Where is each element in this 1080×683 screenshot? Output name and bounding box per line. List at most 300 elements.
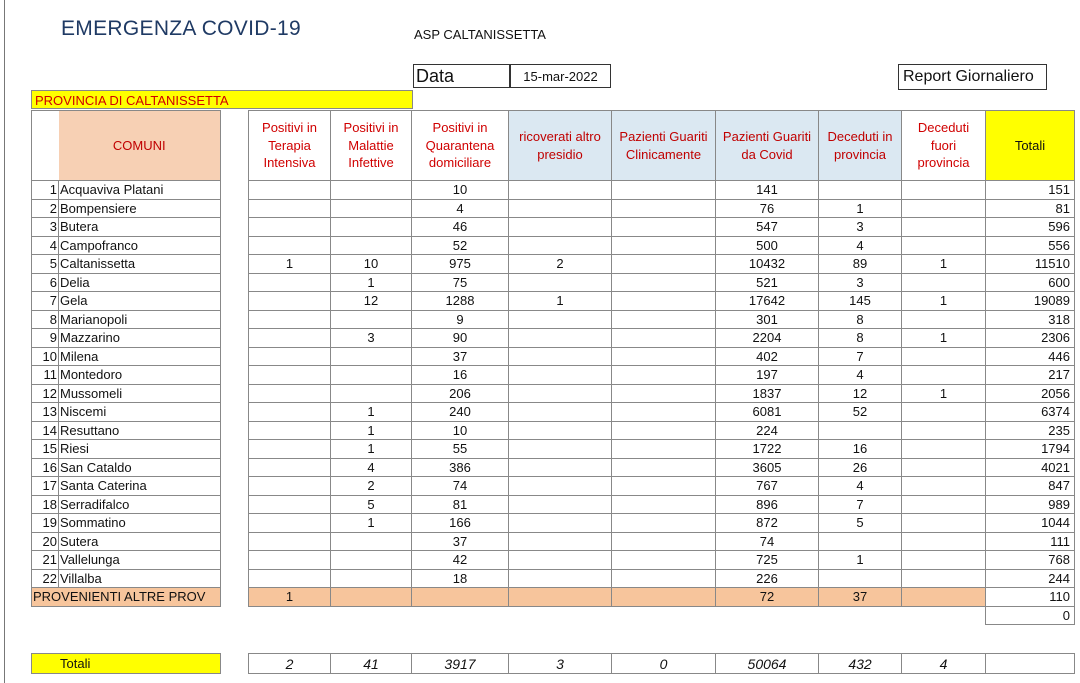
- header-totali: Totali: [986, 111, 1075, 181]
- row-deceduti-prov: 12: [819, 384, 902, 403]
- row-comune: Caltanissetta: [59, 255, 221, 274]
- row-comune: Mazzarino: [59, 329, 221, 348]
- row-comune: Santa Caterina: [59, 477, 221, 496]
- row-deceduti-fuori: [902, 514, 986, 533]
- row-ricoverati: [509, 181, 612, 200]
- row-comune: Riesi: [59, 440, 221, 459]
- row-guariti-clin: [612, 310, 716, 329]
- row-terapia: [249, 292, 331, 311]
- row-totali: 847: [986, 477, 1075, 496]
- row-comune: Mussomeli: [59, 384, 221, 403]
- row-quarantena: 75: [412, 273, 509, 292]
- header-deceduti-prov: Deceduti in provincia: [819, 111, 902, 181]
- row-ricoverati: [509, 310, 612, 329]
- row-index: 8: [32, 310, 59, 329]
- row-deceduti-prov: 8: [819, 310, 902, 329]
- row-terapia: 1: [249, 255, 331, 274]
- row-quarantena: 18: [412, 569, 509, 588]
- row-guariti-clin: [612, 403, 716, 422]
- row-guariti-covid: 10432: [716, 255, 819, 274]
- row-deceduti-fuori: [902, 440, 986, 459]
- row-ricoverati: [509, 569, 612, 588]
- row-gap: [221, 440, 249, 459]
- header-guariti-covid: Pazienti Guariti da Covid: [716, 111, 819, 181]
- row-deceduti-prov: [819, 181, 902, 200]
- table-row: [32, 403, 1075, 422]
- row-quarantena: 52: [412, 236, 509, 255]
- row-terapia: [249, 551, 331, 570]
- header-index: [32, 111, 59, 181]
- row-malattie: 1: [331, 514, 412, 533]
- row-terapia: [249, 514, 331, 533]
- altre-deceduti-fuori: [902, 588, 986, 607]
- row-guariti-clin: [612, 477, 716, 496]
- row-deceduti-prov: 3: [819, 273, 902, 292]
- header-deceduti-fuori: Deceduti fuori provincia: [902, 111, 986, 181]
- row-index: 22: [32, 569, 59, 588]
- row-totali: 4021: [986, 458, 1075, 477]
- table-row: [32, 495, 1075, 514]
- row-index: 14: [32, 421, 59, 440]
- row-terapia: [249, 329, 331, 348]
- row-deceduti-fuori: 1: [902, 329, 986, 348]
- header-ricoverati: ricoverati altro presidio: [509, 111, 612, 181]
- row-guariti-clin: [612, 514, 716, 533]
- row-guariti-covid: 521: [716, 273, 819, 292]
- altre-quarantena: [412, 588, 509, 607]
- row-malattie: [331, 181, 412, 200]
- row-malattie: 1: [331, 403, 412, 422]
- row-deceduti-fuori: [902, 236, 986, 255]
- table-row: [32, 569, 1075, 588]
- altre-ricoverati: [509, 588, 612, 607]
- row-guariti-clin: [612, 366, 716, 385]
- row-comune: Montedoro: [59, 366, 221, 385]
- row-terapia: [249, 347, 331, 366]
- row-deceduti-fuori: [902, 403, 986, 422]
- row-ricoverati: 1: [509, 292, 612, 311]
- row-comune: Vallelunga: [59, 551, 221, 570]
- row-index: 19: [32, 514, 59, 533]
- row-guariti-clin: [612, 532, 716, 551]
- row-guariti-clin: [612, 569, 716, 588]
- row-gap: [221, 532, 249, 551]
- row-ricoverati: [509, 532, 612, 551]
- extra-total-value: 0: [986, 606, 1075, 625]
- row-guariti-clin: [612, 495, 716, 514]
- row-comune: Campofranco: [59, 236, 221, 255]
- altre-totali: 110: [986, 588, 1075, 607]
- row-ricoverati: [509, 236, 612, 255]
- row-terapia: [249, 384, 331, 403]
- row-gap: [221, 236, 249, 255]
- table-row: [32, 218, 1075, 237]
- header-quarantena: Positivi in Quarantena domiciliare: [412, 111, 509, 181]
- row-deceduti-fuori: 1: [902, 255, 986, 274]
- row-terapia: [249, 440, 331, 459]
- row-gap: [221, 329, 249, 348]
- row-totali: 11510: [986, 255, 1075, 274]
- row-ricoverati: [509, 514, 612, 533]
- row-deceduti-prov: [819, 421, 902, 440]
- totals-label: Totali: [32, 654, 221, 674]
- row-deceduti-prov: 3: [819, 218, 902, 237]
- row-guariti-clin: [612, 236, 716, 255]
- row-deceduti-prov: 89: [819, 255, 902, 274]
- row-malattie: 1: [331, 440, 412, 459]
- totals-guariti-covid: 50064: [716, 654, 819, 674]
- row-gap: [221, 569, 249, 588]
- table-row: [32, 384, 1075, 403]
- row-comune: Villalba: [59, 569, 221, 588]
- row-index: 1: [32, 181, 59, 200]
- header-guariti-clin: Pazienti Guariti Clinicamente: [612, 111, 716, 181]
- row-totali: 596: [986, 218, 1075, 237]
- table-row: [32, 310, 1075, 329]
- row-deceduti-fuori: [902, 273, 986, 292]
- row-quarantena: 81: [412, 495, 509, 514]
- altre-guariti-covid: 72: [716, 588, 819, 607]
- row-ricoverati: [509, 218, 612, 237]
- row-guariti-clin: [612, 421, 716, 440]
- row-comune: Bompensiere: [59, 199, 221, 218]
- row-terapia: [249, 273, 331, 292]
- row-index: 9: [32, 329, 59, 348]
- row-ricoverati: [509, 495, 612, 514]
- org-name: ASP CALTANISSETTA: [414, 27, 546, 42]
- table-body: [32, 181, 1075, 625]
- totals-terapia: 2: [249, 654, 331, 674]
- row-totali: 2056: [986, 384, 1075, 403]
- table-row: [32, 199, 1075, 218]
- table-row: [32, 273, 1075, 292]
- row-guariti-covid: 725: [716, 551, 819, 570]
- row-deceduti-prov: 7: [819, 495, 902, 514]
- row-guariti-covid: 224: [716, 421, 819, 440]
- row-ricoverati: [509, 477, 612, 496]
- altre-guariti-clin: [612, 588, 716, 607]
- row-index: 16: [32, 458, 59, 477]
- row-totali: 217: [986, 366, 1075, 385]
- row-terapia: [249, 236, 331, 255]
- row-guariti-clin: [612, 273, 716, 292]
- row-totali: 600: [986, 273, 1075, 292]
- header-malattie: Positivi in Malattie Infettive: [331, 111, 412, 181]
- row-malattie: 2: [331, 477, 412, 496]
- row-totali: 81: [986, 199, 1075, 218]
- row-deceduti-fuori: [902, 310, 986, 329]
- row-index: 17: [32, 477, 59, 496]
- row-totali: 235: [986, 421, 1075, 440]
- table-row: [32, 366, 1075, 385]
- row-quarantena: 16: [412, 366, 509, 385]
- row-deceduti-fuori: [902, 532, 986, 551]
- row-guariti-covid: 141: [716, 181, 819, 200]
- row-guariti-covid: 500: [716, 236, 819, 255]
- totals-deceduti-prov: 432: [819, 654, 902, 674]
- row-guariti-covid: 76: [716, 199, 819, 218]
- row-comune: Sutera: [59, 532, 221, 551]
- page-border: [4, 0, 5, 683]
- row-deceduti-fuori: [902, 199, 986, 218]
- table-row: [32, 255, 1075, 274]
- row-terapia: [249, 458, 331, 477]
- row-malattie: 10: [331, 255, 412, 274]
- row-ricoverati: [509, 458, 612, 477]
- row-quarantena: 240: [412, 403, 509, 422]
- row-quarantena: 206: [412, 384, 509, 403]
- table-row: [32, 292, 1075, 311]
- row-deceduti-prov: 1: [819, 551, 902, 570]
- row-quarantena: 55: [412, 440, 509, 459]
- row-gap: [221, 514, 249, 533]
- row-gap: [221, 292, 249, 311]
- row-index: 20: [32, 532, 59, 551]
- row-guariti-covid: 896: [716, 495, 819, 514]
- page-title: EMERGENZA COVID-19: [61, 17, 301, 40]
- row-comune: Niscemi: [59, 403, 221, 422]
- row-terapia: [249, 310, 331, 329]
- row-gap: [221, 384, 249, 403]
- altre-prov-row: [32, 588, 1075, 607]
- row-deceduti-prov: 52: [819, 403, 902, 422]
- row-index: 15: [32, 440, 59, 459]
- row-quarantena: 90: [412, 329, 509, 348]
- header-terapia: Positivi in Terapia Intensiva: [249, 111, 331, 181]
- row-deceduti-prov: 7: [819, 347, 902, 366]
- row-deceduti-prov: 8: [819, 329, 902, 348]
- row-malattie: [331, 347, 412, 366]
- row-deceduti-fuori: [902, 218, 986, 237]
- row-deceduti-prov: [819, 569, 902, 588]
- altre-malattie: [331, 588, 412, 607]
- row-ricoverati: [509, 366, 612, 385]
- row-malattie: [331, 384, 412, 403]
- row-gap: [221, 477, 249, 496]
- row-comune: San Cataldo: [59, 458, 221, 477]
- row-guariti-covid: 6081: [716, 403, 819, 422]
- table-row: [32, 532, 1075, 551]
- row-malattie: 4: [331, 458, 412, 477]
- row-malattie: [331, 551, 412, 570]
- row-guariti-covid: 17642: [716, 292, 819, 311]
- row-malattie: 12: [331, 292, 412, 311]
- totals-row: [32, 654, 1075, 674]
- row-ricoverati: [509, 384, 612, 403]
- row-comune: Gela: [59, 292, 221, 311]
- row-guariti-covid: 547: [716, 218, 819, 237]
- row-guariti-covid: 402: [716, 347, 819, 366]
- row-terapia: [249, 366, 331, 385]
- row-totali: 1794: [986, 440, 1075, 459]
- row-malattie: 3: [331, 329, 412, 348]
- row-index: 11: [32, 366, 59, 385]
- row-index: 2: [32, 199, 59, 218]
- row-totali: 6374: [986, 403, 1075, 422]
- row-deceduti-prov: 4: [819, 477, 902, 496]
- row-deceduti-prov: 26: [819, 458, 902, 477]
- row-quarantena: 10: [412, 421, 509, 440]
- row-deceduti-prov: 16: [819, 440, 902, 459]
- header-comuni: COMUNI: [59, 111, 221, 181]
- row-quarantena: 975: [412, 255, 509, 274]
- row-guariti-covid: 3605: [716, 458, 819, 477]
- altre-gap: [221, 588, 249, 607]
- header-gap: [221, 111, 249, 181]
- row-terapia: [249, 421, 331, 440]
- row-ricoverati: [509, 440, 612, 459]
- row-malattie: [331, 310, 412, 329]
- row-deceduti-fuori: [902, 495, 986, 514]
- row-totali: 446: [986, 347, 1075, 366]
- row-malattie: [331, 366, 412, 385]
- row-terapia: [249, 181, 331, 200]
- row-comune: Milena: [59, 347, 221, 366]
- row-gap: [221, 273, 249, 292]
- row-ricoverati: [509, 273, 612, 292]
- row-quarantena: 9: [412, 310, 509, 329]
- row-deceduti-fuori: [902, 347, 986, 366]
- row-deceduti-fuori: [902, 569, 986, 588]
- table-row: [32, 551, 1075, 570]
- row-gap: [221, 255, 249, 274]
- row-quarantena: 37: [412, 532, 509, 551]
- row-index: 18: [32, 495, 59, 514]
- row-guariti-clin: [612, 440, 716, 459]
- row-comune: Acquaviva Platani: [59, 181, 221, 200]
- report-label: Report Giornaliero: [898, 64, 1047, 90]
- totals-ricoverati: 3: [509, 654, 612, 674]
- row-deceduti-prov: 4: [819, 366, 902, 385]
- row-malattie: [331, 218, 412, 237]
- totals-gap: [221, 654, 249, 674]
- row-deceduti-prov: 5: [819, 514, 902, 533]
- totals-quarantena: 3917: [412, 654, 509, 674]
- table-row: [32, 458, 1075, 477]
- row-ricoverati: [509, 199, 612, 218]
- row-terapia: [249, 218, 331, 237]
- row-index: 3: [32, 218, 59, 237]
- totals-deceduti-fuori: 4: [902, 654, 986, 674]
- row-comune: Marianopoli: [59, 310, 221, 329]
- row-quarantena: 10: [412, 181, 509, 200]
- row-guariti-clin: [612, 199, 716, 218]
- row-malattie: [331, 532, 412, 551]
- row-gap: [221, 495, 249, 514]
- row-quarantena: 37: [412, 347, 509, 366]
- totals-guariti-clin: 0: [612, 654, 716, 674]
- row-totali: 151: [986, 181, 1075, 200]
- row-gap: [221, 218, 249, 237]
- extra-total-spacer: [32, 606, 986, 625]
- row-gap: [221, 421, 249, 440]
- covid-table-area: [31, 110, 1075, 625]
- row-guariti-covid: 301: [716, 310, 819, 329]
- row-guariti-covid: 872: [716, 514, 819, 533]
- covid-table: [31, 110, 1075, 625]
- row-deceduti-prov: 145: [819, 292, 902, 311]
- row-quarantena: 42: [412, 551, 509, 570]
- row-terapia: [249, 477, 331, 496]
- row-quarantena: 386: [412, 458, 509, 477]
- row-deceduti-fuori: [902, 477, 986, 496]
- row-gap: [221, 458, 249, 477]
- row-ricoverati: [509, 329, 612, 348]
- row-deceduti-fuori: [902, 366, 986, 385]
- row-terapia: [249, 569, 331, 588]
- row-guariti-covid: 74: [716, 532, 819, 551]
- row-deceduti-fuori: [902, 421, 986, 440]
- row-malattie: [331, 199, 412, 218]
- row-index: 6: [32, 273, 59, 292]
- altre-prov-label: PROVENIENTI ALTRE PROV: [32, 588, 221, 607]
- row-gap: [221, 366, 249, 385]
- row-terapia: [249, 403, 331, 422]
- row-malattie: 1: [331, 421, 412, 440]
- row-ricoverati: [509, 347, 612, 366]
- row-quarantena: 1288: [412, 292, 509, 311]
- row-terapia: [249, 532, 331, 551]
- row-terapia: [249, 199, 331, 218]
- row-comune: Sommatino: [59, 514, 221, 533]
- row-guariti-clin: [612, 292, 716, 311]
- row-totali: 556: [986, 236, 1075, 255]
- row-gap: [221, 347, 249, 366]
- row-totali: 19089: [986, 292, 1075, 311]
- row-index: 13: [32, 403, 59, 422]
- row-guariti-clin: [612, 551, 716, 570]
- row-guariti-covid: 226: [716, 569, 819, 588]
- row-guariti-covid: 197: [716, 366, 819, 385]
- totals-table: [31, 653, 1075, 674]
- row-guariti-covid: 767: [716, 477, 819, 496]
- date-value[interactable]: 15-mar-2022: [510, 64, 611, 88]
- row-ricoverati: [509, 421, 612, 440]
- row-quarantena: 166: [412, 514, 509, 533]
- table-row: [32, 329, 1075, 348]
- header-row: [32, 111, 1075, 181]
- table-row: [32, 440, 1075, 459]
- row-totali: 989: [986, 495, 1075, 514]
- row-totali: 768: [986, 551, 1075, 570]
- table-row: [32, 477, 1075, 496]
- row-guariti-clin: [612, 255, 716, 274]
- row-quarantena: 74: [412, 477, 509, 496]
- row-deceduti-prov: [819, 532, 902, 551]
- row-ricoverati: 2: [509, 255, 612, 274]
- totals-totali: [986, 654, 1075, 674]
- row-guariti-clin: [612, 384, 716, 403]
- row-deceduti-prov: 4: [819, 236, 902, 255]
- row-gap: [221, 199, 249, 218]
- row-comune: Butera: [59, 218, 221, 237]
- row-quarantena: 4: [412, 199, 509, 218]
- row-comune: Delia: [59, 273, 221, 292]
- table-row: [32, 236, 1075, 255]
- row-deceduti-fuori: 1: [902, 292, 986, 311]
- row-index: 10: [32, 347, 59, 366]
- table-row: [32, 181, 1075, 200]
- row-malattie: 5: [331, 495, 412, 514]
- row-deceduti-fuori: [902, 551, 986, 570]
- row-gap: [221, 551, 249, 570]
- table-row: [32, 514, 1075, 533]
- row-ricoverati: [509, 403, 612, 422]
- row-totali: 2306: [986, 329, 1075, 348]
- row-index: 4: [32, 236, 59, 255]
- row-deceduti-fuori: 1: [902, 384, 986, 403]
- row-guariti-clin: [612, 181, 716, 200]
